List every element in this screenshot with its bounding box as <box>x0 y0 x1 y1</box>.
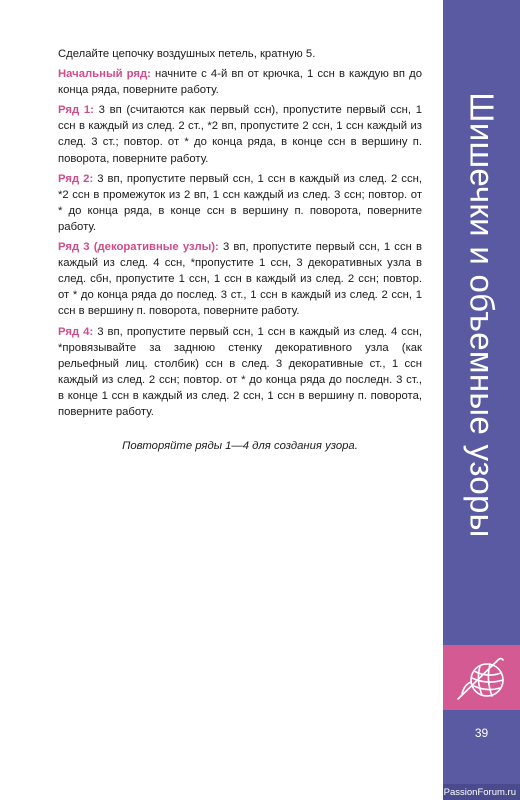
repeat-note: Повторяйте ряды 1—4 для создания узора. <box>122 440 358 453</box>
start-row-label: Начальный ряд: <box>58 68 151 81</box>
row-1-label: Ряд 1: <box>58 104 94 117</box>
row-4-label: Ряд 4: <box>58 325 94 338</box>
intro-text: Сделайте цепочку воздушных петель, кратную 5. <box>58 48 316 60</box>
chapter-title: Шишечки и объемные узоры <box>463 92 501 538</box>
row-3-text: 3 вп, пропустите первый ссн, 1 ссн в каждый из след. 4 ссн, *пропустите 1 ссн, 3 декоративных узла в след. сбн, пропустите 1 ссн, 1 ссн в каждый из след. 2 ссн; повтор. от * до конца ряда до послед. 3 ст., 1 ссн в каждый из след. 2 ссн, 1 ссн в вершину п. поворота, поверните работу. <box>58 241 422 318</box>
page-number: 39 <box>474 726 489 740</box>
chapter-icon-box <box>443 645 520 710</box>
row-1 <box>58 102 422 166</box>
chapter-title-wrap <box>443 0 520 630</box>
row-4-text: 3 вп, пропустите первый ссн, 1 ссн в каждый из след. 4 ссн, *провязывайте за заднюю стенку декоративного узла (как рельефный лиц. столбик) ссн в след. 3 декоративные ст., 1 ссн каждый из след. 2 ссн; повтор. от * до конца ряда до последн. 3 ст., в конце 1 ссн в каждый из след. 2 ссн, 1 ссн в вершину п. поворота, поверните работу. <box>58 325 422 418</box>
chapter-sidebar <box>443 0 520 800</box>
row-2-text: 3 вп, пропустите первый ссн, 1 ссн в каждый из след. 2 ссн, *2 ссн в промежуток из 2 вп, 1 ссн каждый из след. 3 ссн; повтор. от * до конца ряда, в конце ссн в вершину п. поворота, поверните работу. <box>58 172 422 233</box>
start-row <box>58 66 422 98</box>
watermark: PassionForum.ru <box>443 787 516 798</box>
instructions-block <box>58 46 422 454</box>
row-2 <box>58 171 422 235</box>
row-3-label: Ряд 3 (декоративные узлы): <box>58 241 219 254</box>
start-row-text: начните с 4-й вп от крючка, 1 ссн в каждую вп до конца ряда, поверните работу. <box>58 68 422 97</box>
row-2-label: Ряд 2: <box>58 172 94 185</box>
row-4 <box>58 324 422 421</box>
row-3 <box>58 239 422 319</box>
row-1-text: 3 вп (считаются как первый ссн), пропустите первый ссн, 1 ссн в каждый из след. 2 ст., *2 вп, пропустите 2 ссн, 1 ссн каждый из след. 3 ст.; повтор. от * до конца ряда, в конце ссн в вершину п. поворота, поверните работу. <box>58 104 422 165</box>
yarn-ball-crochet-hook-icon <box>454 652 510 704</box>
